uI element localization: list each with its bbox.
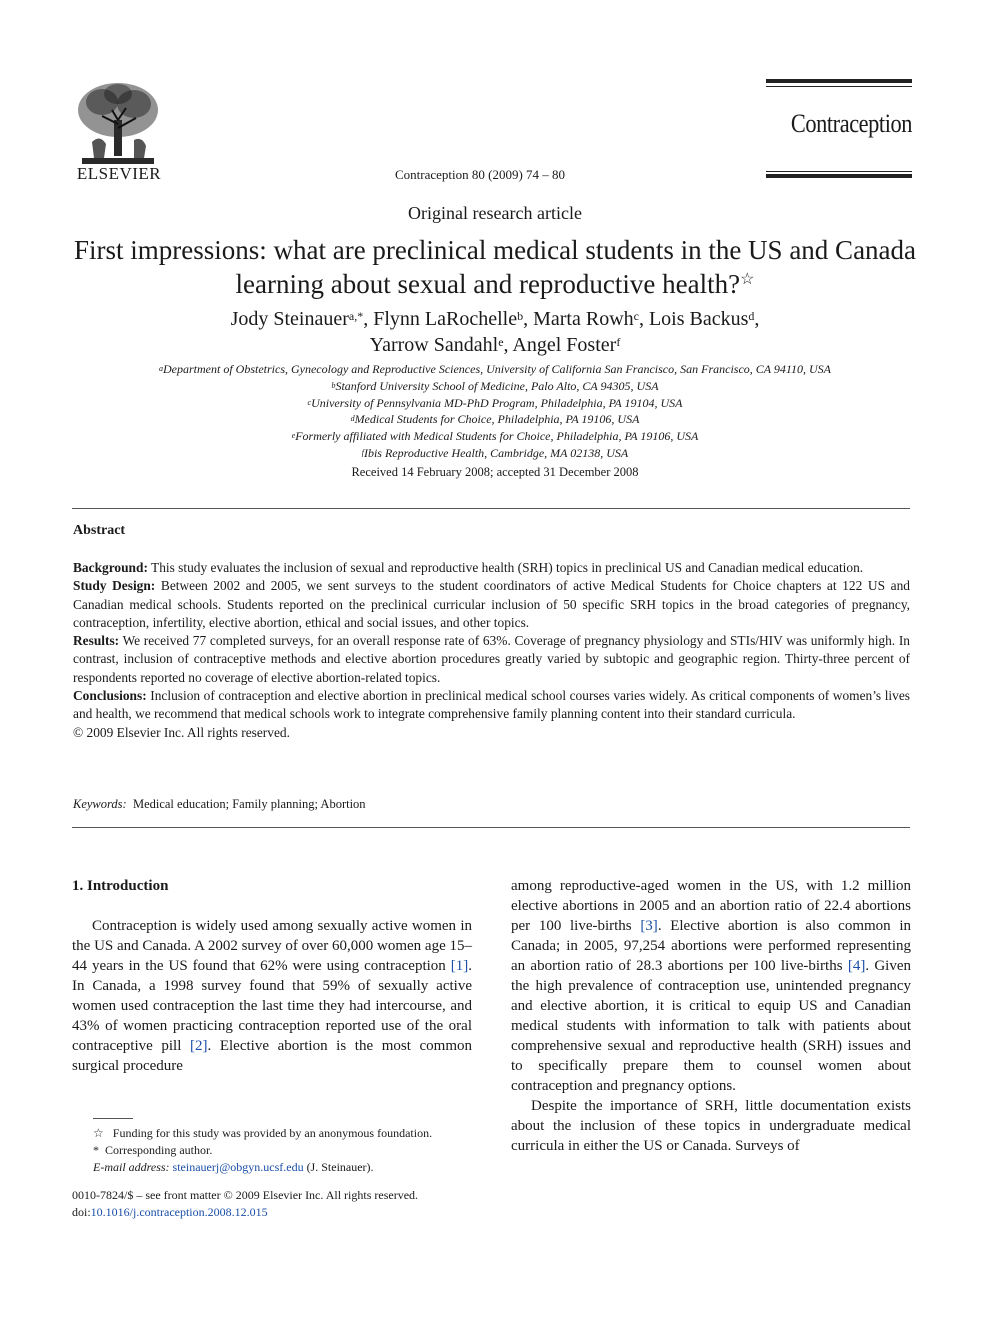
affiliation-text: Medical Students for Choice, Philadelphia, PA 19106, USA: [354, 412, 640, 427]
affiliation-text: Department of Obstetrics, Gynecology and Reproductive Sciences, University of California San Francisco, San Francisco, CA 94110, USA: [163, 362, 831, 376]
abstract-label: Study Design:: [73, 578, 156, 594]
journal-citation: Contraception 80 (2009) 74 – 80: [394, 167, 566, 182]
abstract-text: Inclusion of contraception and elective abortion in preclinical medical school courses varies widely. As critical components of women’s lives and health, we recommend that medical schools work to integrate comprehensive family planning content into their standard curricula.: [73, 688, 911, 722]
citation-link[interactable]: [3]: [640, 918, 658, 934]
abstract-text: Between 2002 and 2005, we sent surveys to the student coordinators of active Medical Students for Choice chapters at 122 US and Canadian medical schools. Students reported on the preclinical curricular inclusion of 50 specific SRH topics in the broad categories of pregnancy, contraception, infertility, elective abortion, ethical and social issues, and other topics.: [73, 578, 910, 630]
affiliation-marker: f: [361, 447, 364, 457]
elsevier-tree-logo: [72, 80, 164, 164]
body-text: . Elective abortion is also common in Canada; in 2005, 97,254 abortions were performed representing an abortion ratio of 28.3 abortions per 100 live-births: [511, 918, 911, 974]
author-name[interactable]: Yarrow Sandahl: [369, 334, 499, 356]
author-separator: ,: [503, 334, 513, 356]
author-affil-marker: d: [748, 309, 755, 323]
abstract-text: This study evaluates the inclusion of sexual and reproductive health (SRH) topics in preclinical US and Canadian medical education.: [151, 560, 864, 575]
affiliation-line: [60, 378, 930, 395]
affiliation-line: [60, 361, 930, 378]
footnote-email: [93, 1159, 493, 1176]
footnote-text: Corresponding author.: [105, 1143, 213, 1157]
body-paragraph: [72, 916, 472, 1076]
masthead-rule-bottom-thin: [766, 171, 912, 172]
footnote-marker: *: [93, 1143, 99, 1157]
abstract-conclusions: [73, 687, 910, 724]
abstract-background: [73, 559, 910, 577]
body-text: among reproductive-aged women in the US, with 1.2 million elective abortions in 2005 and an abortion ratio of 22.4 abortions per 100 live-births: [511, 878, 911, 934]
footnote-divider: [93, 1118, 133, 1119]
email-owner: (J. Steinauer).: [306, 1160, 374, 1174]
abstract-label: Conclusions:: [73, 688, 147, 704]
doi-line: [72, 1204, 492, 1221]
author-affil-marker: a,*: [348, 309, 364, 323]
footnote-corresponding: [93, 1142, 493, 1159]
author-affil-marker: f: [616, 335, 621, 349]
footnote-text: Funding for this study was provided by an anonymous foundation.: [112, 1126, 433, 1140]
affiliation-text: Stanford University School of Medicine, Palo Alto, CA 94305, USA: [335, 378, 659, 393]
author-list: [100, 306, 890, 358]
journal-name: Contraception: [790, 109, 912, 138]
affiliation-text: Ibis Reproductive Health, Cambridge, MA 02138, USA: [363, 445, 629, 460]
keywords: [73, 797, 910, 812]
affiliation-text: University of Pennsylvania MD-PhD Program, Philadelphia, PA 19104, USA: [311, 395, 683, 410]
masthead-rule-top: [766, 79, 912, 83]
abstract-divider-top: [72, 508, 910, 509]
author-name[interactable]: Lois Backus: [648, 308, 749, 330]
doi-label: doi:: [72, 1205, 91, 1219]
author-separator: ,: [638, 308, 649, 330]
journal-masthead: [766, 79, 912, 181]
body-text: Contraception is widely used among sexually active women in the US and Canada. A 2002 survey of over 60,000 women age 15–44 years in the US found that 62% were using contraception: [72, 918, 472, 974]
footnote-marker: ☆: [93, 1126, 104, 1140]
email-label: E-mail address:: [93, 1160, 170, 1174]
affiliation-line: [60, 395, 930, 412]
section-heading: 1. Introduction: [72, 878, 169, 894]
affiliation-line: [60, 428, 930, 445]
author-separator: ,: [523, 308, 534, 330]
received-dates: Received 14 February 2008; accepted 31 December 2008: [351, 465, 639, 479]
author-separator: ,: [754, 308, 760, 330]
body-text: . In Canada, a 1998 survey found that 59% of sexually active women used contraception the last time they had intercourse, and 43% of women practicing contraception reported use of the oral contraceptive pill: [72, 958, 472, 1054]
abstract-design: [73, 577, 910, 632]
article-type: Original research article: [408, 203, 582, 223]
masthead-rule-bottom: [766, 174, 912, 178]
masthead-rule-top-thin: [766, 86, 912, 87]
email-link[interactable]: steinauerj@obgyn.ucsf.edu: [172, 1160, 304, 1174]
citation-link[interactable]: [2]: [190, 1038, 208, 1054]
citation-link[interactable]: [1]: [450, 958, 469, 974]
affiliation-marker: b: [331, 380, 336, 390]
body-column-right: [511, 876, 911, 1156]
publisher-name: ELSEVIER: [76, 164, 162, 183]
abstract-heading: Abstract: [73, 523, 126, 538]
author-affil-marker: c: [633, 309, 639, 323]
abstract-divider-bottom: [72, 827, 910, 828]
author-name[interactable]: Angel Foster: [512, 334, 617, 356]
abstract-text: We received 77 completed surveys, for an overall response rate of 63%. Coverage of pregnancy physiology and STIs/HIV was uniformly high. In contrast, inclusion of contraceptive methods and elective abortion procedures greatly varied by subtopic and geographic region. Thirty-three percent of respondents reported no coverage of elective abortion-related topics.: [73, 633, 910, 685]
doi-link[interactable]: 10.1016/j.contraception.2008.12.015: [90, 1205, 268, 1219]
keywords-label: Keywords:: [73, 797, 127, 811]
affiliation-list: [60, 361, 930, 462]
author-name[interactable]: Flynn LaRochelle: [373, 308, 518, 330]
keywords-text: Medical education; Family planning; Abortion: [132, 797, 366, 811]
article-title: [60, 233, 930, 301]
affiliation-line: [60, 411, 930, 428]
body-paragraph: Despite the importance of SRH, little documentation exists about the inclusion of these topics in undergraduate medical curricula in either the US or Canada. Surveys of: [511, 1098, 911, 1154]
author-name[interactable]: Marta Rowh: [533, 308, 634, 330]
footnote-funding: [93, 1125, 493, 1142]
body-text: . Elective abortion is the most common surgical procedure: [72, 1038, 472, 1074]
affiliation-text: Formerly affiliated with Medical Students for Choice, Philadelphia, PA 19106, USA: [295, 429, 699, 444]
article-title-text: First impressions: what are preclinical medical students in the US and Canada learning about sexual and reproductive health?: [73, 235, 917, 299]
affiliation-line: [60, 445, 930, 462]
body-text: . Given the high prevalence of contraception use, unintended pregnancy and elective abortion, it is critical to equip US and Canadian medical students with information to talk with patients about comprehensive sexual and reproductive health (SRH) issues and to specifically prepare them to counsel women about contraception and pregnancy options.: [511, 958, 911, 1094]
author-affil-marker: b: [517, 309, 524, 323]
abstract-results: [73, 632, 910, 687]
citation-link[interactable]: [4]: [847, 958, 866, 974]
affiliation-marker: a: [159, 364, 163, 373]
author-name[interactable]: Jody Steinauer: [230, 308, 349, 330]
affiliation-marker: d: [350, 414, 355, 424]
author-separator: ,: [363, 308, 374, 330]
abstract-label: Background:: [73, 560, 148, 575]
abstract-label: Results:: [73, 633, 120, 649]
affiliation-marker: e: [291, 431, 296, 441]
body-paragraph: [511, 876, 911, 1096]
front-matter-info: [72, 1187, 492, 1221]
footnotes: [93, 1125, 493, 1176]
body-column-left: [72, 876, 472, 1076]
author-affil-marker: e: [498, 335, 504, 349]
title-footnote-marker[interactable]: ☆: [740, 271, 755, 288]
issn-line: 0010-7824/$ – see front matter © 2009 Elsevier Inc. All rights reserved.: [72, 1188, 419, 1202]
abstract-copyright: © 2009 Elsevier Inc. All rights reserved.: [73, 724, 290, 740]
abstract-body: [73, 559, 910, 742]
affiliation-marker: c: [307, 397, 312, 407]
